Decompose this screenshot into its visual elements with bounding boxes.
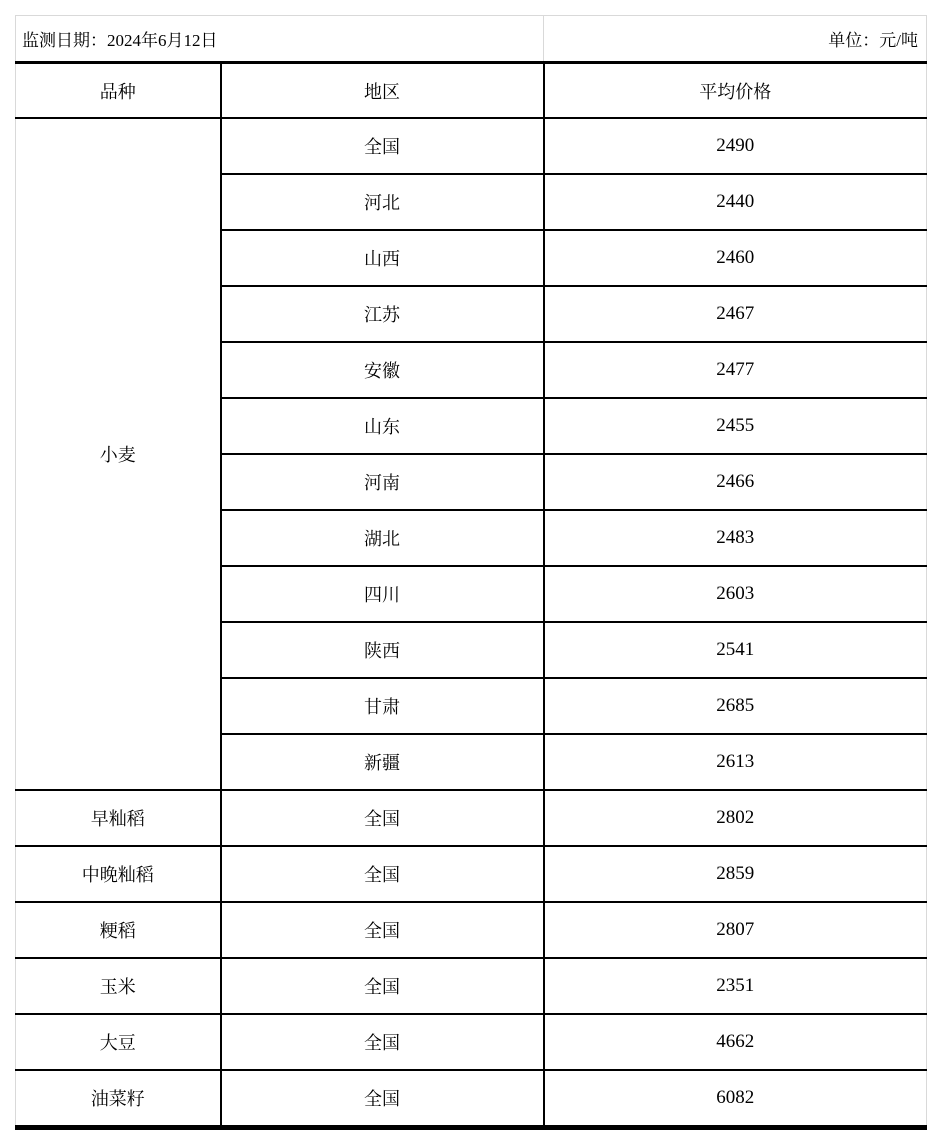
region-cell: 四川 [221, 566, 544, 622]
monitoring-date-label: 监测日期：2024年6月12日 [16, 16, 544, 63]
region-cell: 甘肃 [221, 678, 544, 734]
price-cell: 2467 [544, 286, 927, 342]
region-cell: 河北 [221, 174, 544, 230]
price-cell: 2351 [544, 958, 927, 1014]
price-cell: 2477 [544, 342, 927, 398]
variety-cell: 油菜籽 [16, 1070, 221, 1128]
table-row [16, 790, 927, 846]
price-cell: 2613 [544, 734, 927, 790]
price-cell: 6082 [544, 1070, 927, 1128]
price-cell: 2541 [544, 622, 927, 678]
price-cell: 2466 [544, 454, 927, 510]
variety-cell: 粳稻 [16, 902, 221, 958]
region-cell: 全国 [221, 118, 544, 174]
price-cell: 2807 [544, 902, 927, 958]
table-row [16, 1070, 927, 1128]
variety-cell: 玉米 [16, 958, 221, 1014]
region-cell: 全国 [221, 1014, 544, 1070]
table-body [16, 118, 927, 1128]
variety-cell: 小麦 [16, 118, 221, 790]
header-row [16, 63, 927, 119]
region-cell: 全国 [221, 846, 544, 902]
column-header-region: 地区 [221, 63, 544, 119]
column-header-avg-price: 平均价格 [544, 63, 927, 119]
unit-label: 单位：元/吨 [544, 16, 927, 63]
table-row [16, 1014, 927, 1070]
region-cell: 湖北 [221, 510, 544, 566]
variety-cell: 中晚籼稻 [16, 846, 221, 902]
table-row [16, 846, 927, 902]
region-cell: 全国 [221, 790, 544, 846]
region-cell: 陕西 [221, 622, 544, 678]
info-row [16, 16, 927, 63]
variety-cell: 大豆 [16, 1014, 221, 1070]
price-cell: 2483 [544, 510, 927, 566]
region-cell: 山西 [221, 230, 544, 286]
region-cell: 全国 [221, 1070, 544, 1128]
price-cell: 2685 [544, 678, 927, 734]
price-cell: 2603 [544, 566, 927, 622]
price-cell: 4662 [544, 1014, 927, 1070]
variety-cell: 早籼稻 [16, 790, 221, 846]
region-cell: 安徽 [221, 342, 544, 398]
price-cell: 2490 [544, 118, 927, 174]
region-cell: 全国 [221, 958, 544, 1014]
price-cell: 2859 [544, 846, 927, 902]
price-cell: 2440 [544, 174, 927, 230]
price-cell: 2460 [544, 230, 927, 286]
region-cell: 全国 [221, 902, 544, 958]
price-cell: 2455 [544, 398, 927, 454]
table-row [16, 902, 927, 958]
column-header-variety: 品种 [16, 63, 221, 119]
price-cell: 2802 [544, 790, 927, 846]
region-cell: 江苏 [221, 286, 544, 342]
region-cell: 山东 [221, 398, 544, 454]
table-row [16, 958, 927, 1014]
region-cell: 新疆 [221, 734, 544, 790]
region-cell: 河南 [221, 454, 544, 510]
grain-price-table [15, 15, 927, 1130]
table-row [16, 118, 927, 174]
